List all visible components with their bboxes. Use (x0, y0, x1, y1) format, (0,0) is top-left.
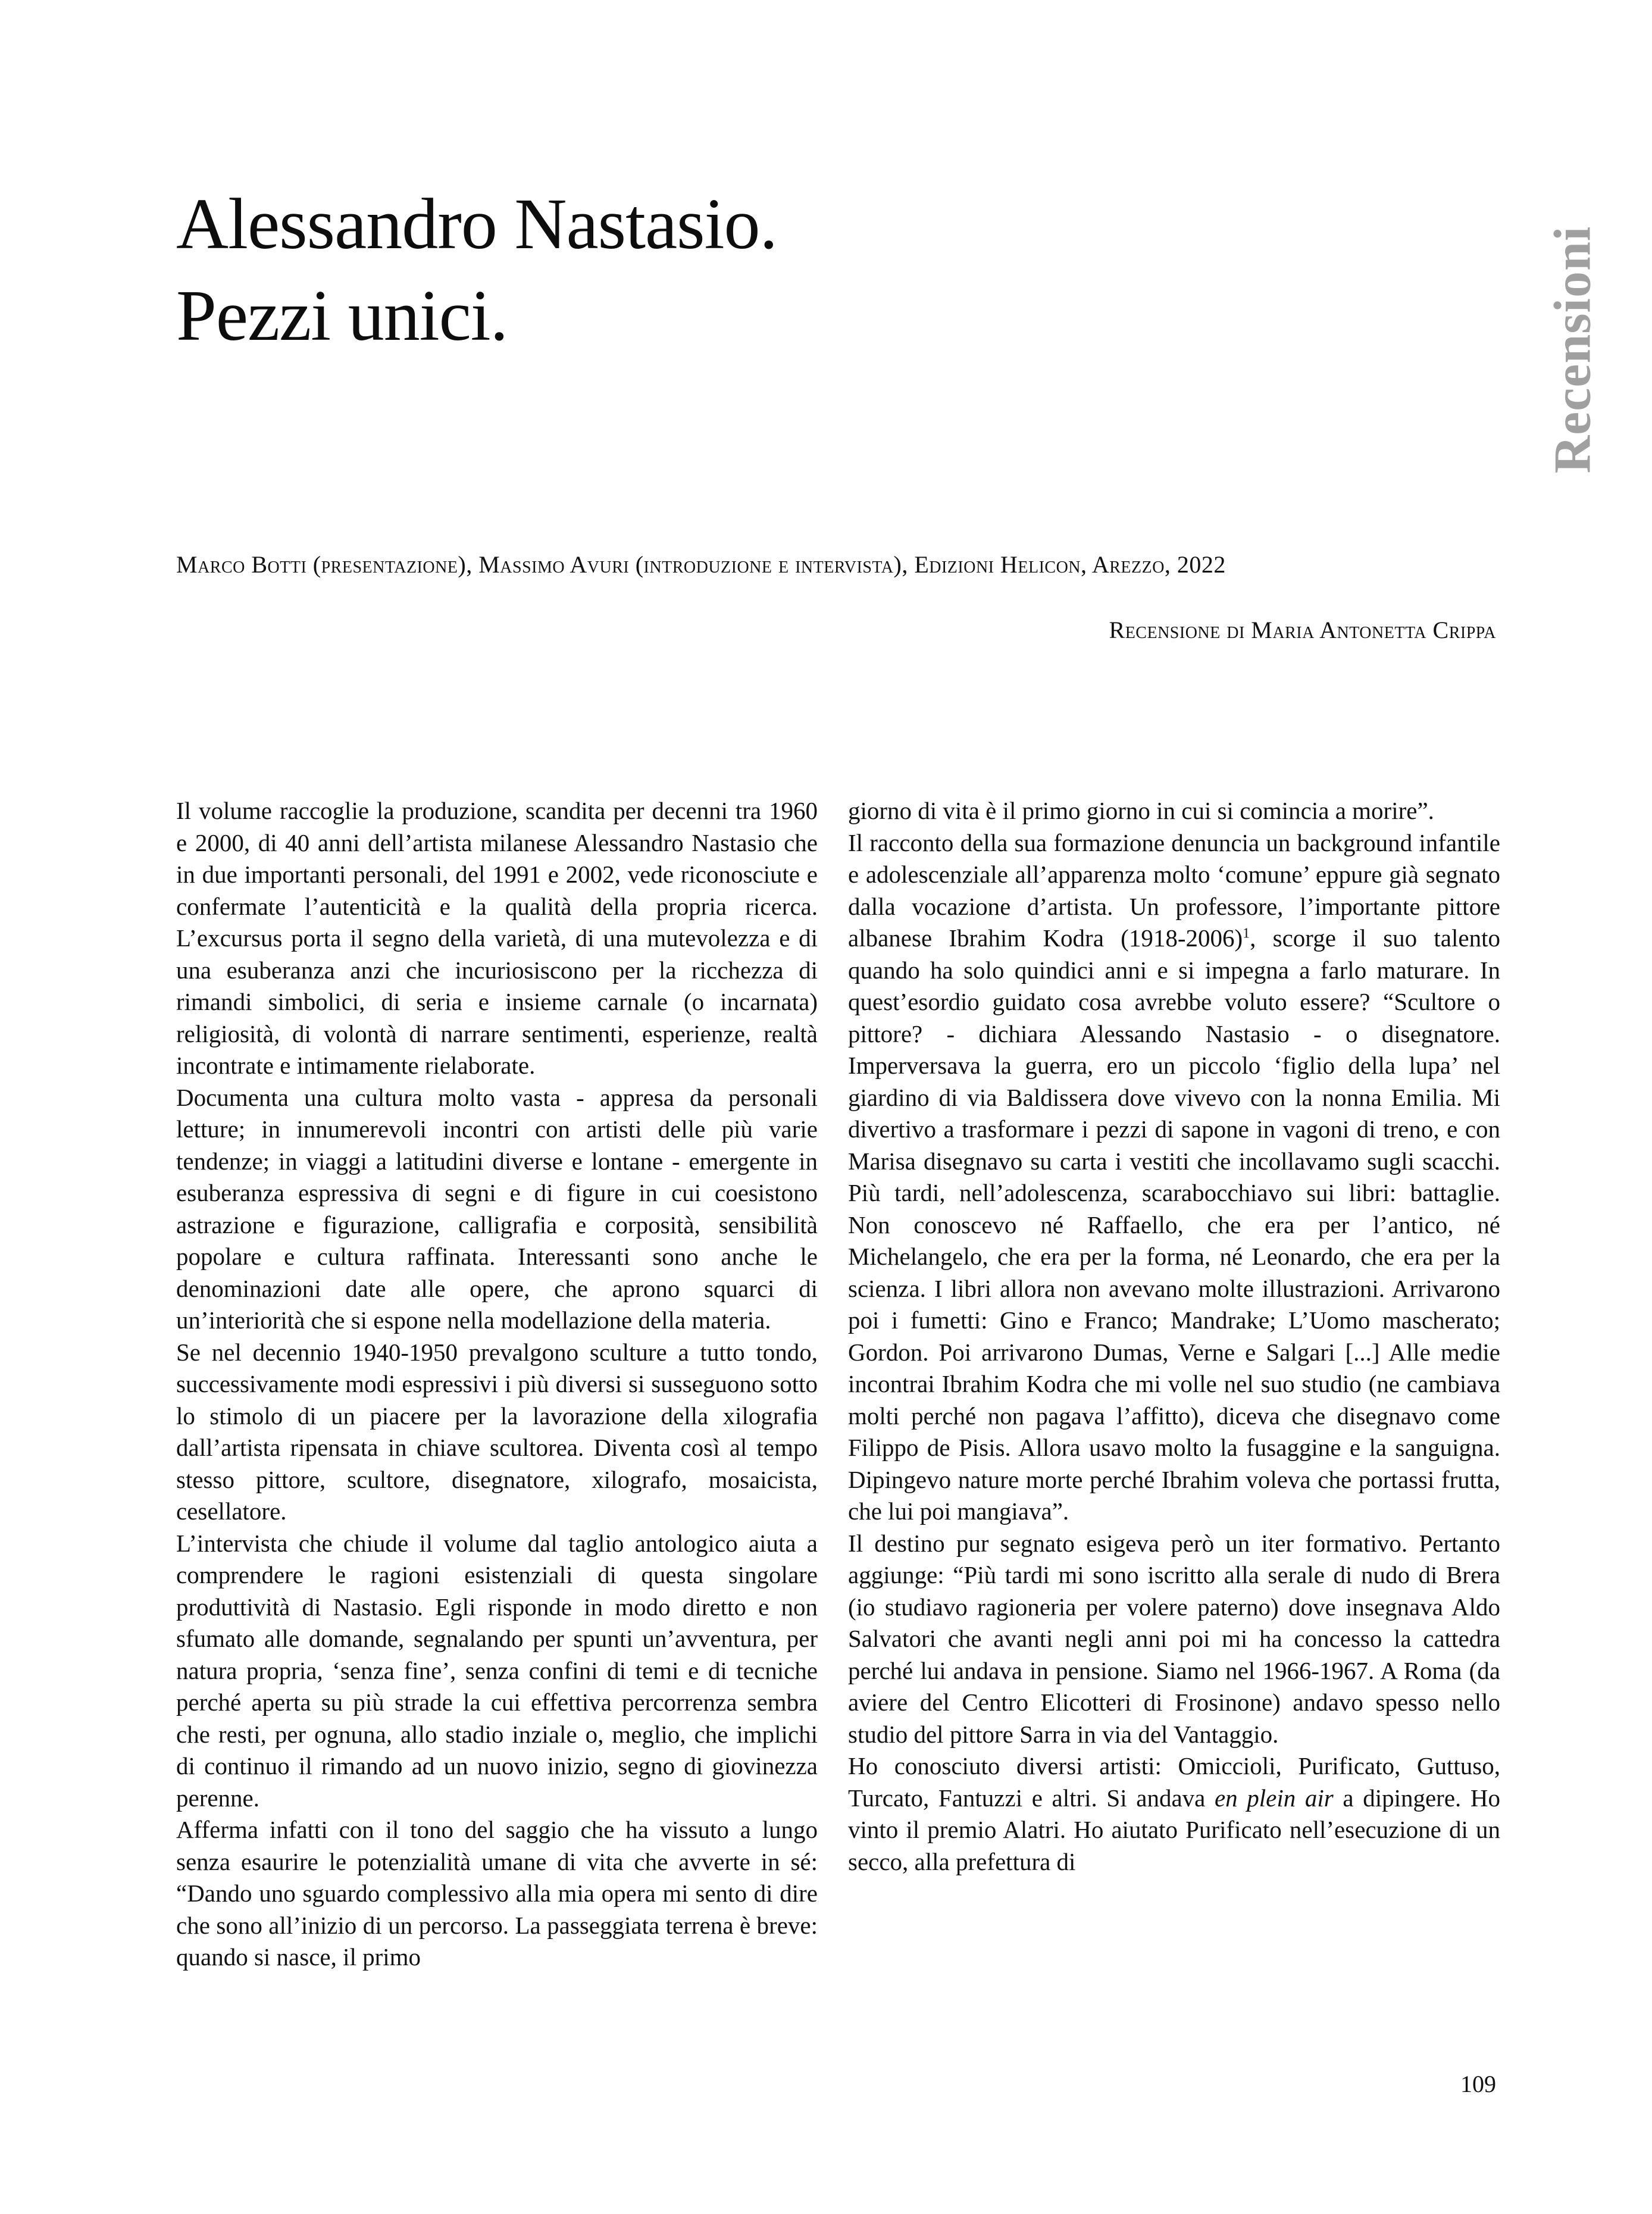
paragraph-text: , scorge il suo talento quando ha solo quindici anni e si impegna a farlo maturare. In quest’esordio guidato cosa avrebbe voluto essere? “Scultore o pittore? - dichiara Alessando Nastasio - o disegnatore. Imperversava la guerra, ero un piccolo ‘figlio della lupa’ nel giardino di via Baldissera dove vivevo con la nonna Emilia. Mi divertivo a trasformare i pezzi di sapone in vagoni di treno, e con Marisa disegnavo su carta i vestiti che incollavamo sugli scacchi. Più tardi, nell’adolescenza, scarabocchiavo sui libri: battaglie. Non conoscevo né Raffaello, che era per l’antico, né Michelangelo, che era per la forma, né Leonardo, che era per la scienza. I libri allora non avevano molte illustrazioni. Arrivarono poi i fumetti: Gino e Franco; Mandrake; L’Uomo mascherato; Gordon. Poi arrivarono Dumas, Verne e Salgari [...] Alle medie incontrai Ibrahim Kodra che mi volle nel suo studio (ne cambiava molti perché non pagava l’affitto), diceva che disegnavo come Filippo de Pisis. Allora usavo molto la fusaggine e la sanguigna. Dipingevo nature morte perché Ibrahim voleva che portassi frutta, che lui poi mangiava”. (848, 924, 1500, 1525)
paragraph-text: Il racconto della sua formazione denuncia un background infantile e adolescenziale all’apparenza molto ‘comune’ eppure già segnato dalla vocazione d’artista. Un professore, l’importante pittore albanese Ibrahim Kodra (1918-2006) (848, 828, 1500, 952)
paragraph (848, 1750, 1500, 1878)
reviewer-credit: Recensione di Maria Antonetta Crippa (1109, 617, 1496, 643)
paragraph: Il volume raccoglie la produzione, scandita per decenni tra 1960 e 2000, di 40 anni dell’artista milanese Alessandro Nastasio che in due importanti personali, del 1991 e 2002, vede riconosciute e confermate l’autenticità e la qualità della propria ricerca. L’excursus porta il segno della varietà, di una mutevolezza e di una esuberanza anzi che incuriosiscono per la ricchezza di rimandi simbolici, di seria e insieme carnale (o incarnata) religiosità, di volontà di narrare sentimenti, esperienze, realtà incontrate e intimamente rielaborate. (176, 797, 818, 1079)
paragraph: Documenta una cultura molto vasta - appresa da personali letture; in innumerevoli incontri con artisti delle più varie tendenze; in viaggi a latitudini diverse e lontane - emergente in esuberanza espressiva di segni e di figure in cui coesistono astrazione e figurazione, calligrafia e corposità, sensibilità popolare e cultura raffinata. Interessanti sono anche le denominazioni date alle opere, che aprono squarci di un’interiorità che si espone nella modellazione della materia. (176, 1083, 818, 1334)
paragraph (848, 827, 1500, 1528)
title-line-1: Alessandro Nastasio. (176, 184, 778, 264)
paragraph: giorno di vita è il primo giorno in cui si comincia a morire”. (848, 797, 1434, 824)
paragraph: Il destino pur segnato esigeva però un iter formativo. Pertanto aggiunge: “Più tardi mi sono iscritto alla serale di nudo di Brera (io studiavo ragioneria per volere paterno) dove insegnava Aldo Salvatori che avanti negli anni poi mi ha concesso la cattedra perché lui andava in pensione. Siamo nel 1966-1967. A Roma (da aviere del Centro Elicotteri di Frosinone) andavo spesso nello studio del pittore Sarra in via del Vantaggio. (848, 1529, 1500, 1748)
article-title (176, 179, 777, 362)
page-number: 109 (1460, 2071, 1496, 2097)
book-byline: Marco Botti (presentazione), Massimo Avuri (introduzione e intervista), Edizioni Helicon, Arezzo, 2022 (176, 551, 1226, 578)
body-column-left (176, 795, 818, 1974)
section-tab (1546, 211, 1600, 488)
paragraph: Afferma infatti con il tono del saggio che ha vissuto a lungo senza esaurire le potenzialità umane di vita che avverte in sé: “Dando uno sguardo complessivo alla mia opera mi sento di dire che sono all’inizio di un percorso. La passeggiata terrena è breve: quando si nasce, il primo (176, 1816, 818, 1971)
section-label: Recensioni (1544, 226, 1602, 474)
body-column-right (848, 795, 1500, 1878)
footnote-reference[interactable]: 1 (1243, 925, 1250, 942)
paragraph: Se nel decennio 1940-1950 prevalgono sculture a tutto tondo, successivamente modi espressivi i più diversi si susseguono sotto lo stimolo di un piacere per la lavorazione della xilografia dall’artista ripensata in chiave scultorea. Diventa così al tempo stesso pittore, scultore, disegnatore, xilografo, mosaicista, cesellatore. (176, 1338, 818, 1525)
title-line-2: Pezzi unici. (176, 276, 508, 356)
italic-phrase: en plein air (1214, 1784, 1334, 1812)
paragraph-text: a dipingere. Ho vinto il premio Alatri. Ho aiutato Purificato nell’esecuzione di un secco, alla prefettura di (848, 1784, 1501, 1875)
paragraph: L’intervista che chiude il volume dal taglio antologico aiuta a comprendere le ragioni esistenziali di questa singolare produttività di Nastasio. Egli risponde in modo diretto e non sfumato alle domande, segnalando per spunti un’avventura, per natura propria, ‘senza fine’, senza confini di temi e di tecniche perché aperta su più strade la cui effettiva percorrenza sembra che resti, per ognuna, allo stadio inziale o, meglio, che implichi di continuo il rimando ad un nuovo inizio, segno di giovinezza perenne. (176, 1529, 818, 1812)
paragraph-text: Ho conosciuto diversi artisti: Omiccioli, Purificato, Guttuso, Turcato, Fantuzzi e altri. Si andava (848, 1752, 1500, 1812)
